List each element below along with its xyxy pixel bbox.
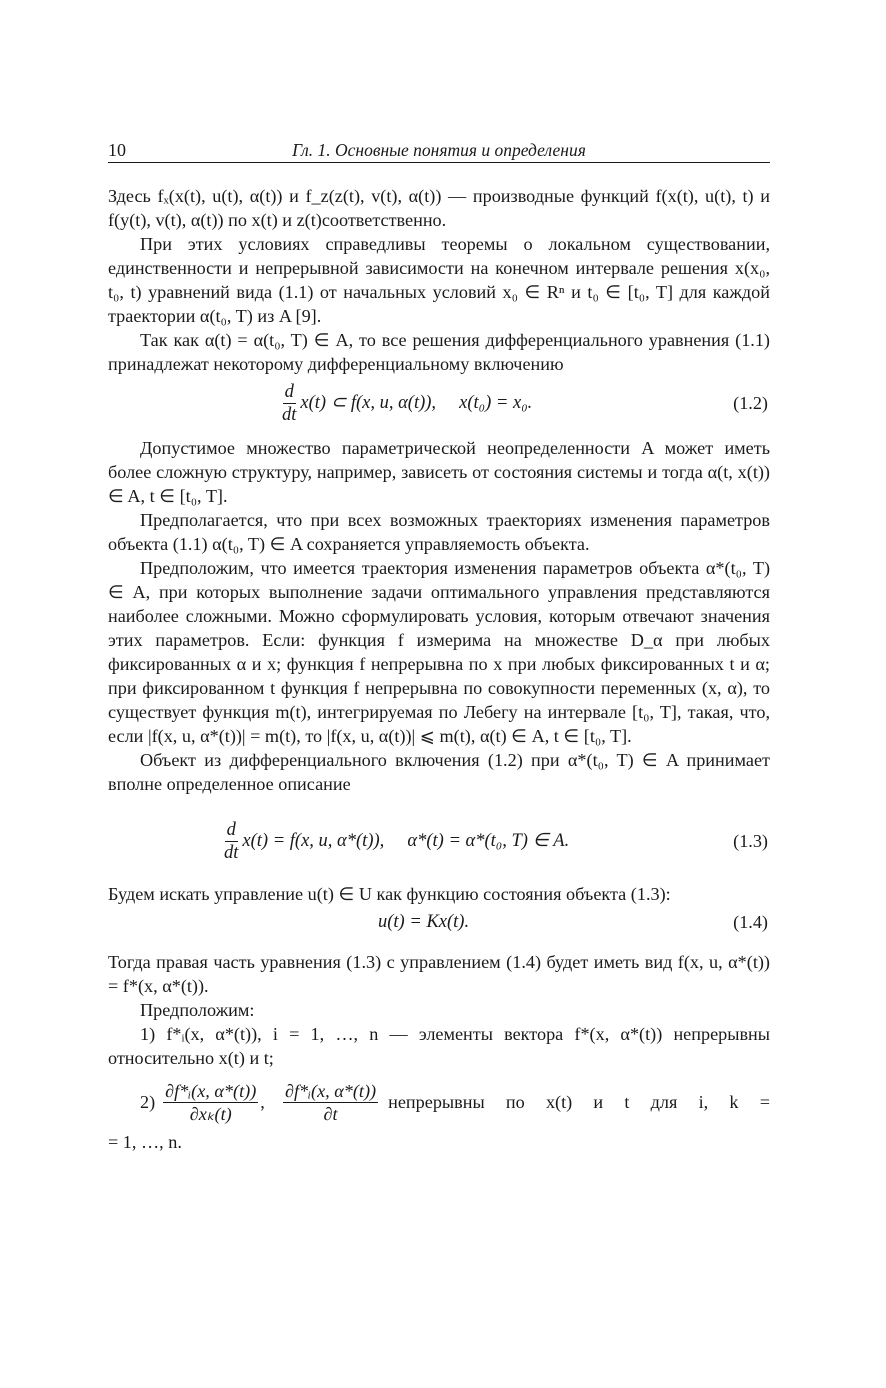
partial-derivative-fraction-2 xyxy=(283,1081,378,1124)
paragraph-1: Здесь fₓ(x(t), u(t), α(t)) и f_z(z(t), v(t), α(t)) — производные функций f(x(t), u(t), t) и f(y(t), v(t), α(t)) по x(t) и z(t)соответственно. xyxy=(108,186,770,230)
fraction-denominator: ∂xₖ(t) xyxy=(189,1103,232,1124)
derivative-fraction xyxy=(280,382,298,425)
list-item-1: 1) f*ᵢ(x, α*(t)), i = 1, …, n — элементы вектора f*(x, α*(t)) непрерывны относительно x(t) и t; xyxy=(108,1024,770,1068)
paragraph-7: Объект из дифференциального включения (1.2) при α*(t₀, T) ∈ A принимает вполне определенное описание xyxy=(108,750,770,794)
equation-1-2 xyxy=(108,380,770,426)
separator-comma: , xyxy=(260,1092,283,1112)
list-item-2-label: 2) xyxy=(140,1092,156,1112)
equation-1-3 xyxy=(108,812,770,870)
equation-1-2-body xyxy=(280,380,532,426)
running-title: Гл. 1. Основные понятия и определения xyxy=(292,140,586,160)
fraction-numerator: d xyxy=(226,819,236,840)
fraction-denominator: ∂t xyxy=(323,1103,338,1124)
fraction-numerator: d xyxy=(284,381,294,402)
paragraph-8: Будем искать управление u(t) ∈ U как функцию состояния объекта (1.3): xyxy=(108,884,671,904)
equation-expression: u(t) = Kx(t). xyxy=(378,912,470,932)
equation-1-4-body xyxy=(378,908,469,936)
equation-1-3-body xyxy=(222,812,569,870)
page-header xyxy=(108,140,770,163)
fraction-numerator: ∂f*ᵢ(x, α*(t)) xyxy=(165,1080,257,1101)
page-number: 10 xyxy=(108,140,126,160)
list-item-2-text: непрерывны по x(t) и t для i, k = xyxy=(388,1092,770,1112)
paragraph-10: Предположим: xyxy=(140,1000,255,1020)
equation-expression: x(t) ⊂ f(x, u, α(t)), x(t₀) = x₀. xyxy=(300,393,533,413)
body-text xyxy=(108,184,770,1154)
paragraph-6: Предположим, что имеется траектория изменения параметров объекта α*(t₀, T) ∈ A, при которых выполнение задачи оптимального управления представляются наиболее сложными. Можно сформулировать условия, которым отвечают значения этих параметров. Если: функция f измерима на множестве D_α при любых фиксированных α и x; функция f непрерывна по x при любых фиксированных t и α; при фиксированном t функция f непрерывна по совокупности переменных (x, α), то существует функция m(t), интегрируемая по Лебегу на интервале [t₀, T], такая, что, если |f(x, u, α*(t))| = m(t), то |f(x, u, α(t))| ⩽ m(t), α(t) ∈ A, t ∈ [t₀, T]. xyxy=(108,558,770,746)
list-item-2 xyxy=(108,1074,770,1130)
list-item-2-continuation: = 1, …, n. xyxy=(108,1132,182,1152)
paragraph-2: При этих условиях справедливы теоремы о локальном существовании, единственности и непрерывной зависимости на конечном интервале решения x(x₀, t₀, t) уравнений вида (1.1) от начальных условий x₀ ∈ Rⁿ и t₀ ∈ [t₀, T] для каждой траектории α(t₀, T) из A [9]. xyxy=(108,234,770,326)
derivative-fraction xyxy=(222,820,240,863)
fraction-denominator: dt xyxy=(224,842,239,863)
paragraph-9: Тогда правая часть уравнения (1.3) с управлением (1.4) будет иметь вид f(x, u, α*(t)) = f*(x, α*(t)). xyxy=(108,952,770,996)
paragraph-3: Так как α(t) = α(t₀, T) ∈ A, то все решения дифференциального уравнения (1.1) принадлежат некоторому дифференциальному включению xyxy=(108,330,770,374)
paragraph-5: Предполагается, что при всех возможных траекториях изменения параметров объекта (1.1) α(t₀, T) ∈ A сохраняется управляемость объекта. xyxy=(108,510,770,554)
fraction-denominator: dt xyxy=(282,404,297,425)
partial-derivative-fraction-1 xyxy=(163,1081,258,1124)
equation-number: (1.2) xyxy=(733,393,768,413)
equation-1-4 xyxy=(108,908,770,936)
fraction-numerator: ∂f*ᵢ(x, α*(t)) xyxy=(285,1080,377,1101)
equation-number: (1.4) xyxy=(733,912,768,932)
paragraph-4: Допустимое множество параметрической неопределенности A может иметь более сложную структуру, например, зависеть от состояния системы и тогда α(t, x(t)) ∈ A, t ∈ [t₀, T]. xyxy=(108,438,770,506)
equation-expression: x(t) = f(x, u, α*(t)), α*(t) = α*(t₀, T) ∈ A. xyxy=(242,831,570,851)
equation-number: (1.3) xyxy=(733,831,768,851)
